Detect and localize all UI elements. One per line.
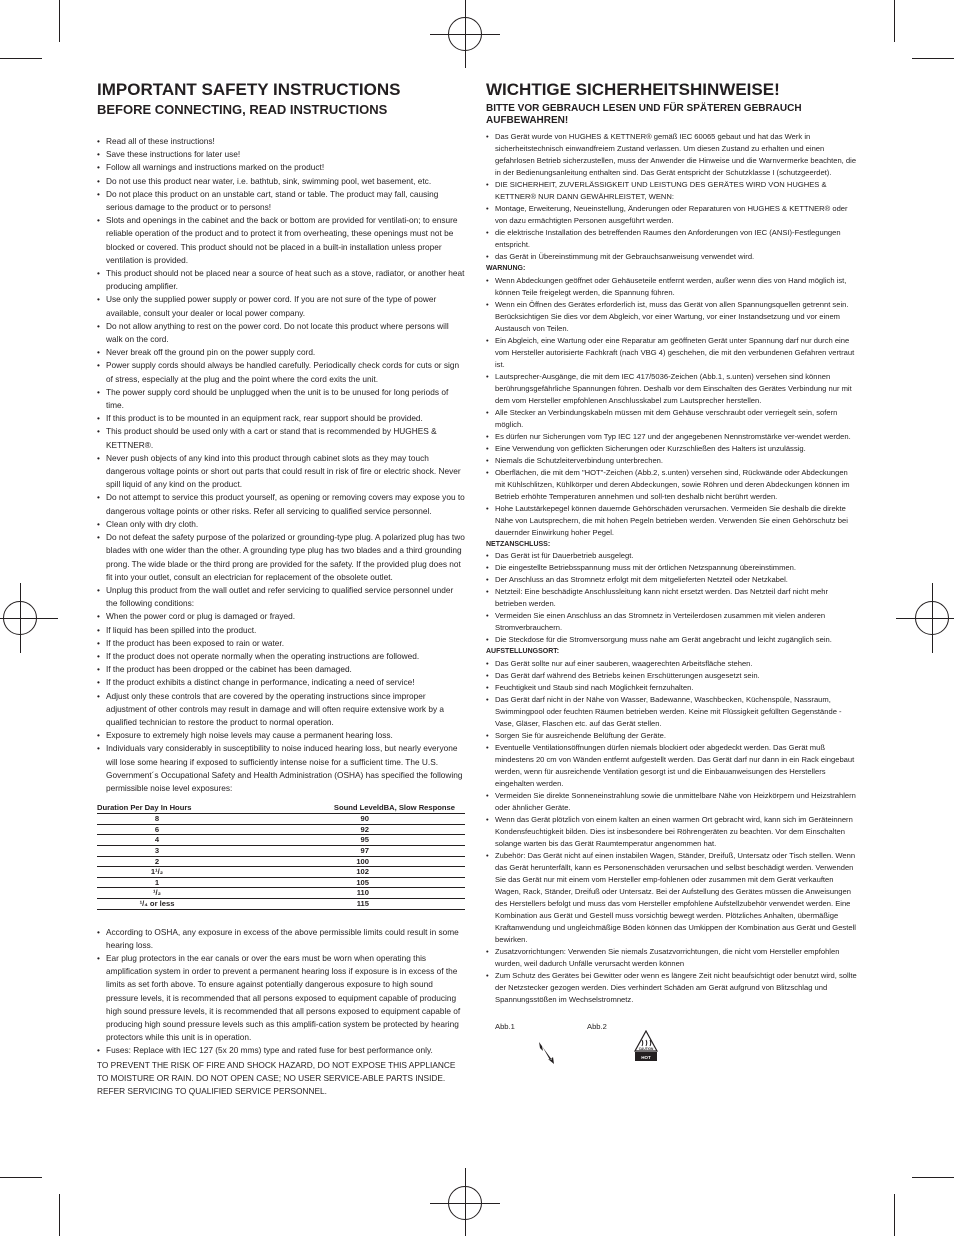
list-item: • This product should be used only with a cart or stand that is recommended by HUGHES & KETTNER®.: [97, 425, 467, 451]
list-item: • Save these instructions for later use!: [97, 148, 467, 161]
crop-mark: [912, 1177, 954, 1178]
duration-cell: 6: [97, 824, 217, 835]
list-item: • Use only the supplied power supply or power cord. If you are not sure of the type of power available, consult your dealer or local power company.: [97, 293, 467, 319]
fig1-label: Abb.1: [495, 1021, 515, 1031]
list-item: • Das Gerät ist für Dauerbetrieb ausgelegt.: [486, 550, 857, 562]
list-item: • Do not place this product on an unstable cart, stand or table. The product may fall, causing serious damage to the product or to persons!: [97, 188, 467, 214]
table-row: [97, 898, 465, 909]
list-item: • Ein Abgleich, eine Wartung oder eine Reparatur am geöffneten Gerät unter Spannung darf nur durch eine vom Hersteller autorisierte Fachkraft (nach VBG 4) geschehen, die mit den verbundenen Gefahren vertraut ist.: [486, 335, 857, 371]
duration-cell: 1¹/₂: [97, 867, 217, 878]
german-title: WICHTIGE SICHERHEITSHINWEISE!: [486, 80, 780, 99]
netzanschluss-heading: NETZANSCHLUSS:: [486, 540, 551, 548]
hot-surface-warning-icon: [634, 1030, 658, 1062]
list-item: • Das Gerät darf während des Betriebs keinen Erschütterungen ausgesetzt sein.: [486, 670, 857, 682]
sound-level-cell: 95: [217, 835, 465, 846]
list-item: • If the product has been dropped or the cabinet has been damaged.: [97, 663, 467, 676]
list-item: • Adjust only these controls that are covered by the operating instructions since improper adjustment of other controls may result in damage and will often require extensive work by a qualified technician to restore the product to normal operation.: [97, 690, 467, 730]
list-item: • DIE SICHERHEIT, ZUVERLÄSSIGKEIT UND LEISTUNG DES GERÄTES WIRD VON HUGHES & KETTNER® NUR DANN GEWÄHRLEISTET, WENN:: [486, 179, 857, 203]
sound-level-cell: 97: [217, 845, 465, 856]
list-item: • Do not defeat the safety purpose of the polarized or grounding-type plug. A polarized plug has two blades with one wider than the other. A grounding type plug has two blades and a third grounding prong. The wide blade or the third prong are provided for the safety. If the provided plug does not fit into your outlet, consult an electrician for replacement of the obsolete outlet.: [97, 531, 467, 584]
list-item: • Unplug this product from the wall outlet and refer servicing to qualified service personnel under the following conditions:: [97, 584, 467, 610]
fig2-label: Abb.2: [587, 1021, 607, 1031]
sound-level-cell: 115: [217, 898, 465, 909]
table-header-sound-level: Sound LeveldBA, Slow Response: [217, 803, 465, 814]
caution-text: CAUTION: [638, 1046, 654, 1051]
crop-mark: [59, 0, 60, 42]
list-item: • Zum Schutz des Gerätes bei Gewitter oder wenn es längere Zeit nicht beaufsichtigt oder benutzt wird, sollte der Netzstecker gezogen werden. Dies verhindert Schäden am Gerät aufgrund von Blitzschlag und Spannungsstößen im Wechselstromnetz.: [486, 970, 857, 1006]
registration-mark: [3, 601, 37, 635]
table-header-duration: Duration Per Day In Hours: [97, 803, 217, 814]
table-row: [97, 814, 465, 825]
registration-mark: [448, 17, 482, 51]
list-item: • Do not attempt to service this product yourself, as opening or removing covers may expose you to dangerous voltage points or other risks. Refer all servicing to qualified service personnel.: [97, 491, 467, 517]
list-item: • Zusatzvorrichtungen: Verwenden Sie niemals Zusatzvorrichtungen, die nicht vom Hersteller empfohlen wurden, weil dadurch Unfälle verursacht werden können: [486, 946, 857, 970]
crop-mark: [0, 1177, 42, 1178]
german-subtitle: BITTE VOR GEBRAUCH LESEN UND FÜR SPÄTEREN GEBRAUCH AUFBEWAHREN!: [486, 103, 802, 126]
duration-cell: 3: [97, 845, 217, 856]
list-item: • Die eingestellte Betriebsspannung muss mit der örtlichen Netzspannung übereinstimmen.: [486, 562, 857, 574]
table-row: [97, 856, 465, 867]
duration-cell: 2: [97, 856, 217, 867]
list-item: • If the product does not operate normally when the operating instructions are followed.: [97, 650, 467, 663]
table-row: [97, 877, 465, 888]
list-item: • Der Anschluss an das Stromnetz erfolgt mit dem mitgelieferten Netzteil oder Netzkabel.: [486, 574, 857, 586]
warnung-heading: WARNUNG:: [486, 265, 526, 272]
list-item: • Das Gerät wurde von HUGHES & KETTNER® gemäß IEC 60065 gebaut und hat das Werk in sicherheitstechnisch einwandfreiem Zustand verlassen. Um diesen Zustand zu erhalten und einen gefahrlosen Betrieb sicherzustellen, muss der Anwender die Hinweise und die Warnvermerke beachten, die in der Bedienungsanleitung enthalten sind. Das Gerät entspricht der Schutzklasse I (schutzgeerdet).: [486, 131, 857, 179]
list-item: • Eventuelle Ventilationsöffnungen dürfen niemals blockiert oder abgedeckt werden. Das Gerät muß mindestens 20 cm von Wänden entfernt aufgestellt werden. Das Gerät darf nur dann in ein Rack eingebaut werden, wenn für ausreichende Ventilation gesorgt ist und die Einbauanweisungen des Herstellers eingehalten werden.: [486, 742, 857, 790]
list-item: • Follow all warnings and instructions marked on the product!: [97, 161, 467, 174]
list-item: • Netzteil: Eine beschädigte Anschlussleitung kann nicht ersetzt werden. Das Netzteil darf nicht mehr betrieben werden.: [486, 586, 857, 610]
duration-cell: ¹/₂: [97, 888, 217, 899]
duration-cell: ¹/₄ or less: [97, 898, 217, 909]
list-item: • When the power cord or plug is damaged or frayed.: [97, 610, 467, 623]
sound-level-cell: 105: [217, 877, 465, 888]
list-item: • Die Steckdose für die Stromversorgung muss nahe am Gerät angebracht und leicht zugänglich sein.: [486, 634, 857, 646]
german-netz-list: [486, 550, 857, 646]
table-row: [97, 835, 465, 846]
list-item: • According to OSHA, any exposure in excess of the above permissible limits could result in some hearing loss.: [97, 926, 467, 952]
list-item: • Clean only with dry cloth.: [97, 518, 467, 531]
list-item: • Lautsprecher-Ausgänge, die mit dem IEC 417/5036-Zeichen (Abb.1, s.unten) versehen sind können berührungsgefährliche Spannungen führen. Deshalb vor dem Einschalten des Gerätes Verbindung nur mit dem vom Hersteller empfohlenen Anschlusskabel zum Lautsprecher herstellen.: [486, 371, 857, 407]
duration-cell: 8: [97, 814, 217, 825]
list-item: • Es dürfen nur Sicherungen vom Typ IEC 127 und der angegebenen Nennstromstärke ver-wendet werden.: [486, 431, 857, 443]
list-item: • Read all of these instructions!: [97, 135, 467, 148]
list-item: • The power supply cord should be unplugged when the unit is to be unused for long periods of time.: [97, 386, 467, 412]
table-row: [97, 888, 465, 899]
sound-level-cell: 102: [217, 867, 465, 878]
crop-mark: [894, 1194, 895, 1236]
list-item: • Feuchtigkeit und Staub sind nach Möglichkeit fernzuhalten.: [486, 682, 857, 694]
list-item: • Wenn das Gerät plötzlich von einem kalten an einen warmen Ort gebracht wird, kann sich im Geräteinnern Kondensfeuchtigkeit bilden. Dies ist insbesondere bei Röhrengeräten zu beachten. Vor dem Einschalten solange warten bis das Gerät Raumtemperatur angenommen hat.: [486, 814, 857, 850]
crop-mark: [59, 1194, 60, 1236]
list-item: • Alle Stecker an Verbindungskabeln müssen mit dem Gehäuse verschraubt oder verriegelt sein, sofern möglich.: [486, 407, 857, 431]
german-column: [486, 80, 857, 1072]
sound-level-cell: 90: [217, 814, 465, 825]
list-item: • das Gerät in Übereinstimmung mit der Gebrauchsanweisung verwendet wird.: [486, 251, 857, 263]
list-item: • Vermeiden Sie direkte Sonneneinstrahlung sowie die unmittelbare Nähe von Heizkörpern und Heizstrahlern oder ähnlicher Geräte.: [486, 790, 857, 814]
list-item: • Fuses: Replace with IEC 127 (5x 20 mms) type and rated fuse for best performance only.: [97, 1044, 467, 1057]
crop-mark: [0, 58, 42, 59]
german-ort-list: [486, 658, 857, 1006]
german-intro-list: [486, 131, 857, 263]
list-item: • Sorgen Sie für ausreichende Belüftung der Geräte.: [486, 730, 857, 742]
list-item: • Power supply cords should always be handled carefully. Periodically check cords for cuts or sign of stress, especially at the plug and the point where the cord exits the unit.: [97, 359, 467, 385]
list-item: • Eine Verwendung von geflickten Sicherungen oder Kurzschließen des Halters ist unzulässig.: [486, 443, 857, 455]
table-row: [97, 845, 465, 856]
list-item: • This product should not be placed near a source of heat such as a stove, radiator, or another heat producing amplifier.: [97, 267, 467, 293]
list-item: • If this product is to be mounted in an equipment rack, rear support should be provided.: [97, 412, 467, 425]
sound-level-cell: 92: [217, 824, 465, 835]
duration-cell: 4: [97, 835, 217, 846]
list-item: • Niemals die Schutzleiterverbindung unterbrechen.: [486, 455, 857, 467]
symbol-figures: [486, 1022, 857, 1072]
table-row: [97, 824, 465, 835]
list-item: • Ear plug protectors in the ear canals or over the ears must be worn when operating this amplification system in order to prevent a permanent hearing loss if exposure is in excess of the limits as set forth above. To ensure against potentially dangerous exposure to high sound pressure levels, it is recommended that all persons exposed to equipment capable of producing high sound pressure levels, it is recommended that all persons exposed to equipment capable of producing high sound pressure levels such as this amplifi-cation system be protected by hearing protectors while this unit is in operation.: [97, 952, 467, 1044]
list-item: • Vermeiden Sie einen Anschluss an das Stromnetz in Verteilerdosen zusammen mit vielen anderen Stromverbrauchern.: [486, 610, 857, 634]
english-instructions-list-2: [97, 926, 467, 1058]
list-item: • If the product exhibits a distinct change in performance, indicating a need of service!: [97, 676, 467, 689]
english-title: IMPORTANT SAFETY INSTRUCTIONS: [97, 80, 401, 99]
lightning-bolt-icon: [522, 1030, 562, 1066]
english-instructions-list: [97, 135, 467, 795]
english-subtitle: BEFORE CONNECTING, READ INSTRUCTIONS: [97, 102, 388, 117]
hot-text: HOT: [641, 1054, 651, 1060]
list-item: • Hohe Lautstärkepegel können dauernde Gehörschäden verursachen. Vermeiden Sie deshalb die direkte Nähe von Lautsprechern, die mit hohen Pegeln betrieben werden. Verwenden Sie einen Gehörschutz bei dauernder Einwirkung hoher Pegel.: [486, 503, 857, 539]
list-item: • Never push objects of any kind into this product through cabinet slots as they may touch dangerous voltage points or short out parts that could result in risk of fire or electric shock. Never spill liquid of any kind on the product.: [97, 452, 467, 492]
crop-mark: [894, 0, 895, 42]
crop-mark: [912, 58, 954, 59]
list-item: • Exposure to extremely high noise levels may cause a permanent hearing loss.: [97, 729, 467, 742]
list-item: • die elektrische Installation des betreffenden Raumes den Anforderungen von IEC (ANSI)-Festlegungen entspricht.: [486, 227, 857, 251]
noise-exposure-table: [97, 803, 465, 909]
list-item: • Wenn Abdeckungen geöffnet oder Gehäuseteile entfernt werden, außer wenn dies von Hand möglich ist, können Teile freigelegt werden, die Spannung führen.: [486, 275, 857, 299]
list-item: • If liquid has been spilled into the product.: [97, 624, 467, 637]
table-row: [97, 867, 465, 878]
list-item: • Slots and openings in the cabinet and the back or bottom are provided for ventilati-on; to ensure reliable operation of the product and to protect it from overheating, these openings must not be blocked or covered. This product should not be placed in a built-in installation unless proper ventilation is provided.: [97, 214, 467, 267]
duration-cell: 1: [97, 877, 217, 888]
sound-level-cell: 110: [217, 888, 465, 899]
english-closing-warning: TO PREVENT THE RISK OF FIRE AND SHOCK HAZARD, DO NOT EXPOSE THIS APPLIANCE TO MOISTURE OR RAIN. DO NOT OPEN CASE; NO USER SERVICE-ABLE PARTS INSIDE. REFER SERVICING TO QUALIFIED SERVICE PERSONNEL.: [97, 1059, 456, 1096]
list-item: • Zubehör: Das Gerät nicht auf einen instabilen Wagen, Ständer, Dreifuß, Untersatz oder Tisch stellen. Wenn das Gerät herunterfällt, kann es Personenschäden verursachen und selbst beschädigt werden. Verwenden Sie das Gerät nur mit einem vom Hersteller emp-fohlenen oder zusammen mit dem Gerät verkauften Wagen, Rack, Ständer, Dreifuß oder Untersatz. Bei der Aufstellung des Gerätes müssen die Anweisungen des Herstellers befolgt und muss das vom Hersteller empfohlene Aufstellzubehör verwendet werden. Eine Kombination aus Gerät und Gestell muss vorsichtig bewegt werden. Plötzliches Anhalten, übermäßige Kraftanwendung und ungleichmäßige Böden können das Umkippen der Kombination aus Gerät und Gestell bewirken.: [486, 850, 857, 946]
list-item: • Das Gerät darf nicht in der Nähe von Wasser, Badewanne, Waschbecken, Küchenspüle, Nassraum, Swimmingpool oder feuchten Räumen betrieben werden. Keine mit Flüssigkeit gefüllten Gegenstände -Vase, Gläser, Flaschen etc. auf das Gerät stellen.: [486, 694, 857, 730]
list-item: • Individuals vary considerably in susceptibility to noise induced hearing loss, but nearly everyone will lose some hearing if exposed to sufficiently intense noise for a sufficient time. The U.S. Government´s Occupational Safety and Health Administration (OSHA) has specified the following permissible noise level exposures:: [97, 742, 467, 795]
list-item: • Montage, Erweiterung, Neueinstellung, Änderungen oder Reparaturen von HUGHES & KETTNER® oder von dazu ermächtigten Personen ausgeführt werden.: [486, 203, 857, 227]
english-column: [97, 80, 467, 1098]
list-item: • Oberflächen, die mit dem "HOT"-Zeichen (Abb.2, s.unten) versehen sind, Rückwände oder Abdeckungen mit Kühlschlitzen, Kühlkörper und deren Abdeckungen, sowie Röhren und deren Abdeckungen können im Betrieb erhöhte Temperaturen annehmen und soll-ten deshalb nicht berührt werden.: [486, 467, 857, 503]
list-item: • Das Gerät sollte nur auf einer sauberen, waagerechten Arbeitsfläche stehen.: [486, 658, 857, 670]
list-item: • If the product has been exposed to rain or water.: [97, 637, 467, 650]
sound-level-cell: 100: [217, 856, 465, 867]
list-item: • Wenn ein Öffnen des Gerätes erforderlich ist, muss das Gerät von allen Spannungsquellen getrennt sein. Berücksichtigen Sie dies vor dem Abgleich, vor einer Wartung, vor einer Instandsetzung und vor einem Austausch von Teilen.: [486, 299, 857, 335]
registration-mark: [448, 1186, 482, 1220]
list-item: • Do not allow anything to rest on the power cord. Do not locate this product where persons will walk on the cord.: [97, 320, 467, 346]
german-warnung-list: [486, 275, 857, 539]
registration-mark: [915, 601, 949, 635]
list-item: • Never break off the ground pin on the power supply cord.: [97, 346, 467, 359]
aufstellungsort-heading: AUFSTELLUNGSORT:: [486, 648, 560, 655]
list-item: • Do not use this product near water, i.e. bathtub, sink, swimming pool, wet basement, etc.: [97, 175, 467, 188]
